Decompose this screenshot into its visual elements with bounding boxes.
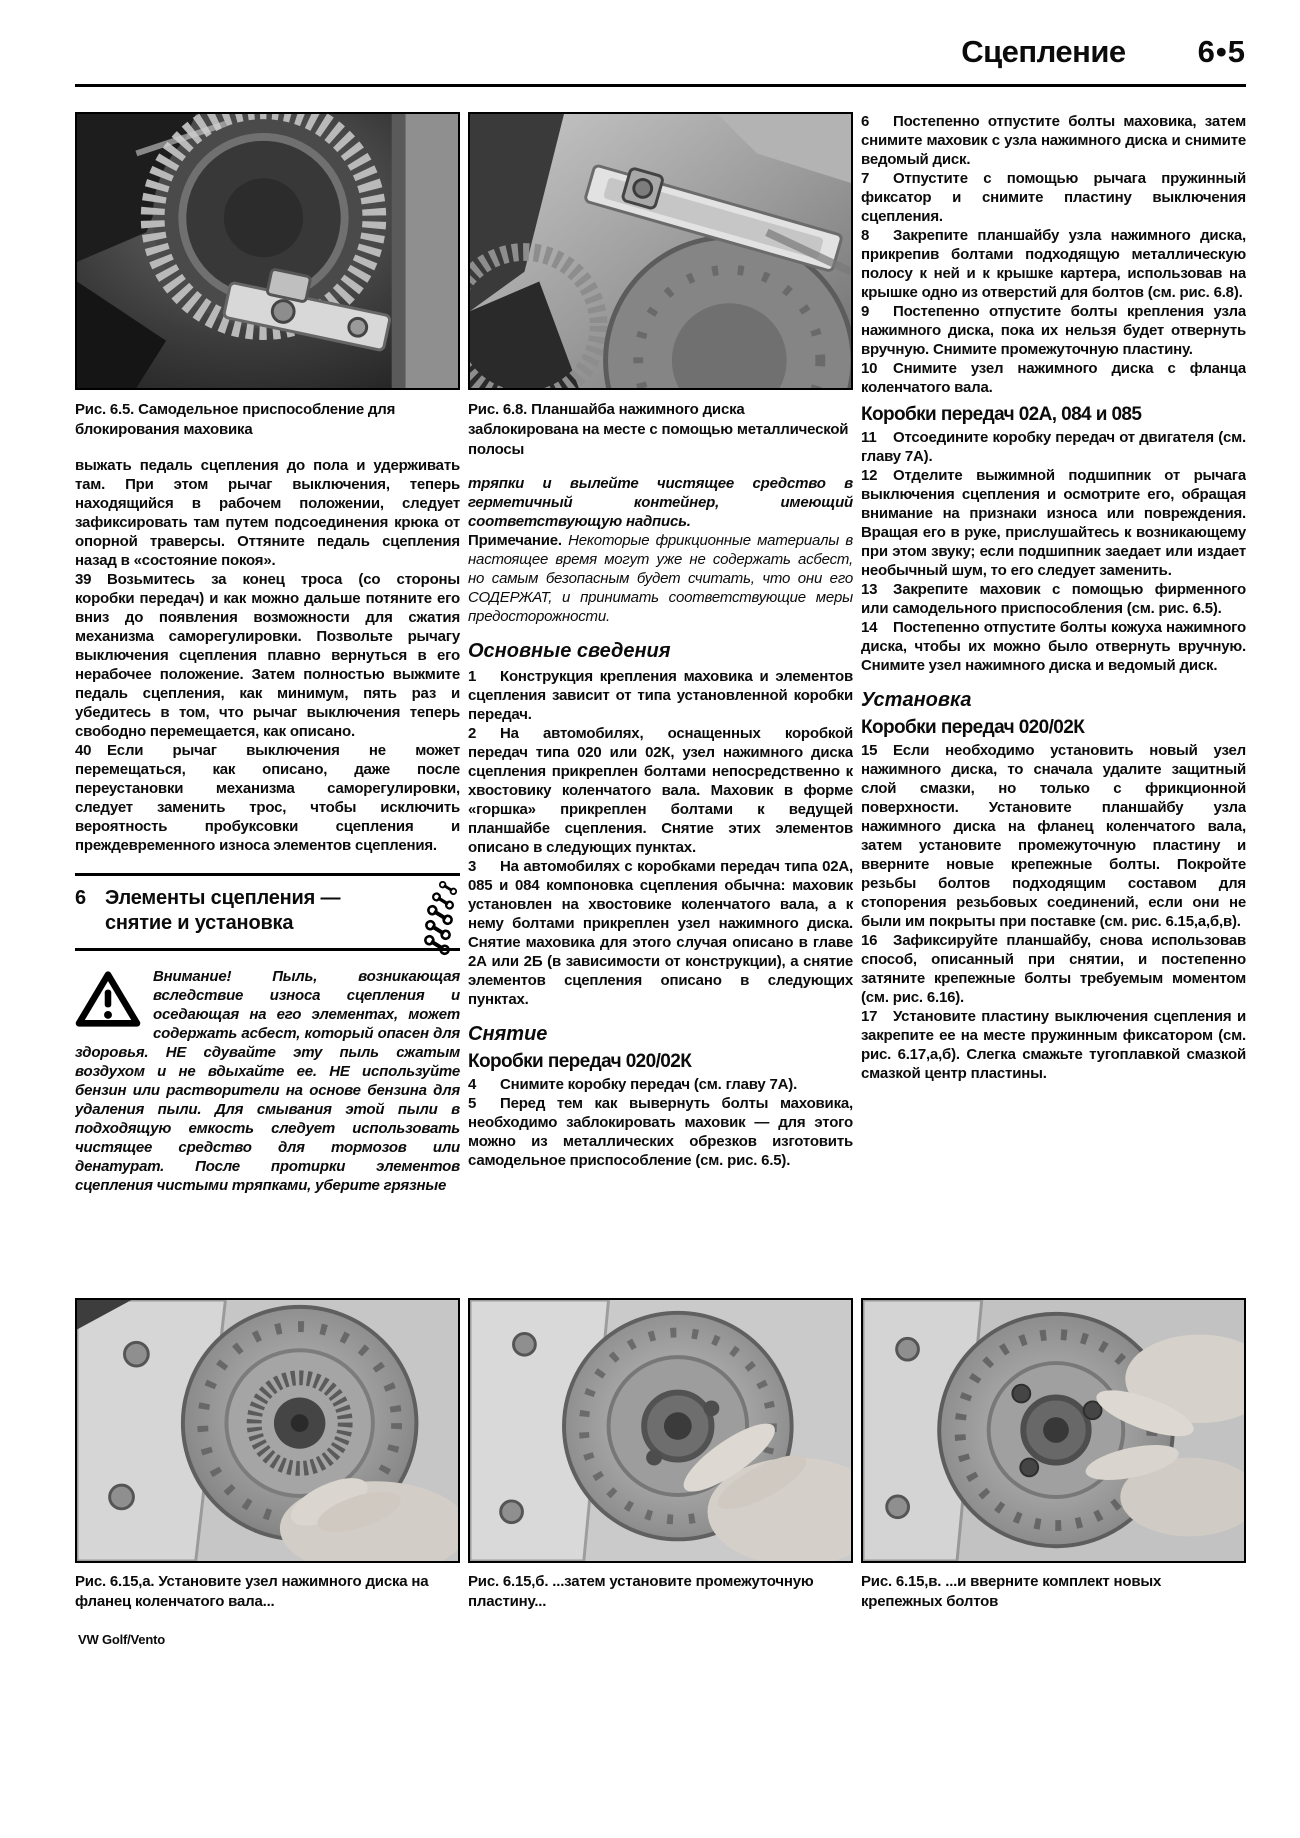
step-number: 15 — [861, 742, 878, 759]
step-14: 14 Постепенно отпустите болты кожуха нажимного диска, чтобы их можно было отвернуть вручную. Снимите узел нажимного диска и ведомый диск. — [861, 619, 1246, 674]
subheading-gearbox-020-02k-install: Коробки передач 020/02К — [861, 717, 1085, 738]
figure-6-8-caption: Рис. 6.8. Планшайба нажимного диска заблокирована на месте с помощью металлической полосы — [468, 401, 849, 458]
figure-6-5-photo — [75, 112, 460, 390]
step-number: 7 — [861, 170, 870, 187]
column-right — [861, 112, 1246, 1292]
section-number: 6 — [75, 887, 86, 909]
heading-general-info: Основные сведения — [468, 640, 671, 662]
figure-6-15c-caption: Рис. 6.15,в. ...и вверните комплект новых крепежных болтов — [861, 1573, 1162, 1610]
step-4: 4 Снимите коробку передач (см. главу 7А). — [468, 1076, 798, 1093]
chapter-title: Сцепление — [961, 34, 1126, 69]
warning-continued: тряпки и вылейте чистящее средство в герметичный контейнер, имеющий соответствующую надпись. — [468, 475, 853, 530]
step-number: 17 — [861, 1008, 878, 1025]
section-6-heading — [75, 873, 460, 951]
step-number: 10 — [861, 360, 878, 377]
figure-6-15b-caption: Рис. 6.15,б. ...затем установите промежуточную пластину... — [468, 1573, 814, 1610]
step-number: 3 — [468, 858, 477, 875]
step-11: 11 Отсоедините коробку передач от двигателя (см. главу 7А). — [861, 429, 1246, 465]
figure-6-15b-photo — [468, 1298, 853, 1563]
step-1: 1 Конструкция крепления маховика и элементов сцепления зависит от типа установленной коробки передач. — [468, 668, 853, 723]
figure-6-15a — [75, 1298, 460, 1612]
subheading-gearbox-020-02k: Коробки передач 020/02К — [468, 1051, 692, 1072]
figure-6-15a-photo — [75, 1298, 460, 1563]
note-text: Некоторые фрикционные материалы в настоящее время могут уже не содержать асбест, но самым безопасным будет считать, что они его СОДЕРЖАТ, и принимать соответствующие меры предосторожности. — [468, 532, 853, 625]
step-number: 39 — [75, 571, 92, 588]
figure-6-8-photo — [468, 112, 853, 390]
step-40: 40 Если рычаг выключения не может перемещаться, как описано, даже после переустановки механизма саморегулировки, следует заменить трос, чтобы исключить вероятность пробуксовки сцепления и преждевременного износа элементов сцепления. — [75, 742, 460, 854]
paragraph: выжать педаль сцепления до пола и удерживать там. При этом рычаг выключения, теперь находящийся в рабочем положении, следует зафиксировать там путем подсоединения крюка от опорной траверсы. Оттяните педаль сцепления назад в «состояние покоя». — [75, 457, 460, 569]
header-rule — [75, 84, 1246, 87]
step-2: 2 На автомобилях, оснащенных коробкой передач типа 020 или 02К, узел нажимного диска сцепления прикреплен болтами непосредственно к хвостовику коленчатого вала. Маховик в форме «горшка» прикреплен болтами к ведущей планшайбе сцепления. Снятие этих элементов описано в следующих пунктах. — [468, 725, 853, 856]
intermediate-plate-photo-art — [470, 1300, 851, 1561]
page-number: 6•5 — [1197, 34, 1246, 69]
step-number: 14 — [861, 619, 878, 636]
step-17: 17 Установите пластину выключения сцепления и закрепите ее на месте пружинным фиксатором (см. рис. 6.17,а,б). Слегка смажьте тугоплавкой смазкой смазкой центр пластины. — [861, 1008, 1246, 1082]
section-title: Элементы сцепления — снятие и установка — [105, 887, 341, 934]
column-left — [75, 112, 460, 1292]
step-12: 12 Отделите выжимной подшипник от рычага выключения сцепления и осмотрите его, обращая внимание на признаки износа или повреждения. Вращая его в руке, прислушайтесь к возникающему при этом звуку; если подшипник заедает или издает необычный шум, то его следует заменить. — [861, 467, 1246, 579]
asbestos-warning — [75, 967, 460, 1195]
step-6: 6 Постепенно отпустите болты маховика, затем снимите маховик с узла нажимного диска и снимите ведомый диск. — [861, 113, 1246, 168]
step-number: 6 — [861, 113, 870, 130]
step-8: 8 Закрепите планшайбу узла нажимного диска, прикрепив болтами подходящую металлическую полосу к ней и к крышке картера, использовав на крышке одно из отверстий для болтов (см. рис. 6.8). — [861, 227, 1246, 301]
step-10: 10 Снимите узел нажимного диска с фланца коленчатого вала. — [861, 360, 1246, 396]
note-label: Примечание. — [468, 532, 562, 549]
step-number: 40 — [75, 742, 92, 759]
step-13: 13 Закрепите маховик с помощью фирменного или самодельного приспособления (см. рис. 6.5). — [861, 581, 1246, 617]
step-number: 5 — [468, 1095, 477, 1112]
step-number: 8 — [861, 227, 870, 244]
new-bolts-photo-art — [863, 1300, 1244, 1561]
wrench-icons — [424, 880, 458, 963]
figure-6-15c-photo — [861, 1298, 1246, 1563]
warning-text: Внимание! Пыль, возникающая вследствие износа сцепления и оседающая на его элементах, может содержать асбест, который опасен для здоровья. НЕ сдувайте эту пыль сжатым воздухом и не вдыхайте ее. НЕ используйте бензин или растворители на основе бензина для удаления пыли. Для смывания этой пыли в подходящую емкость следует использовать чистящее средство для тормозов или денатурат. После протирки элементов сцепления чистыми тряпками, уберите грязные — [75, 968, 460, 1194]
flywheel-lock-photo-art — [77, 114, 458, 388]
step-number: 4 — [468, 1076, 477, 1093]
step-7: 7 Отпустите с помощью рычага пружинный фиксатор и снимите пластину выключения сцепления. — [861, 170, 1246, 225]
subheading-gearbox-02a-084-085: Коробки передач 02А, 084 и 085 — [861, 404, 1142, 425]
step-9: 9 Постепенно отпустите болты крепления узла нажимного диска, пока их нельзя будет отвернуть вручную. Снимите промежуточную пластину. — [861, 303, 1246, 358]
step-number: 11 — [861, 429, 877, 446]
page-header — [75, 34, 1246, 70]
locked-driveplate-photo-art — [470, 114, 851, 388]
warning-triangle-icon — [75, 970, 141, 1033]
step-3: 3 На автомобилях с коробками передач типа 02А, 085 и 084 компоновка сцепления обычна: маховик установлен на хвостовике коленчатого вала, а к нему болтами прикреплен узел нажимного диска. Снятие маховика для этого случая описано в главе 2А или 2Б (в зависимости от конструкции), а снятие элементов сцепления описано в следующих пунктах. — [468, 858, 853, 1008]
step-number: 12 — [861, 467, 878, 484]
step-number: 1 — [468, 668, 477, 685]
bottom-figures-row — [75, 1298, 1246, 1612]
figure-6-15c — [861, 1298, 1246, 1612]
step-5: 5 Перед тем как вывернуть болты маховика, необходимо заблокировать маховик — для этого можно из металлических обрезков изготовить самодельное приспособление (см. рис. 6.5). — [468, 1095, 853, 1169]
heading-installation: Установка — [861, 689, 972, 711]
figure-6-15b — [468, 1298, 853, 1612]
step-15: 15 Если необходимо установить новый узел нажимного диска, то сначала удалите защитный слой смазки, но только с фрикционной поверхности. Установите планшайбу узла нажимного диска на фланец коленчатого вала, затем установите промежуточную пластину и вверните новые крепежные болты. Покройте резьбы болтов подходящим составом для стопорения резьбовых соединений, если они не были им покрыты при поставке (см. рис. 6.15,а,б,в). — [861, 742, 1246, 930]
step-number: 16 — [861, 932, 878, 949]
step-39: 39 Возьмитесь за конец троса (со стороны коробки передач) и как можно дальше потяните его вниз до появления возможности для сжатия механизма саморегулировки. Позвольте рычагу выключения сцепления плавно вернуться в его нерабочее положение. Затем полностью выжмите педаль сцепления, как минимум, пять раз и убедитесь в том, что рычаг выключения теперь свободно перемещается, как описано. — [75, 571, 460, 740]
step-number: 2 — [468, 725, 477, 742]
heading-removal: Снятие — [468, 1023, 548, 1045]
step-16: 16 Зафиксируйте планшайбу, снова использовав способ, описанный при снятии, и постепенно затяните крепежные болты требуемым моментом (см. рис. 6.16). — [861, 932, 1246, 1006]
step-number: 13 — [861, 581, 878, 598]
pressure-plate-install-photo-art — [77, 1300, 458, 1561]
note — [468, 531, 853, 626]
figure-6-5-caption: Рис. 6.5. Самодельное приспособление для блокирования маховика — [75, 401, 396, 438]
step-number: 9 — [861, 303, 870, 320]
column-middle — [468, 112, 853, 1292]
footer-model: VW Golf/Vento — [78, 1632, 165, 1647]
figure-6-15a-caption: Рис. 6.15,а. Установите узел нажимного диска на фланец коленчатого вала... — [75, 1573, 429, 1610]
